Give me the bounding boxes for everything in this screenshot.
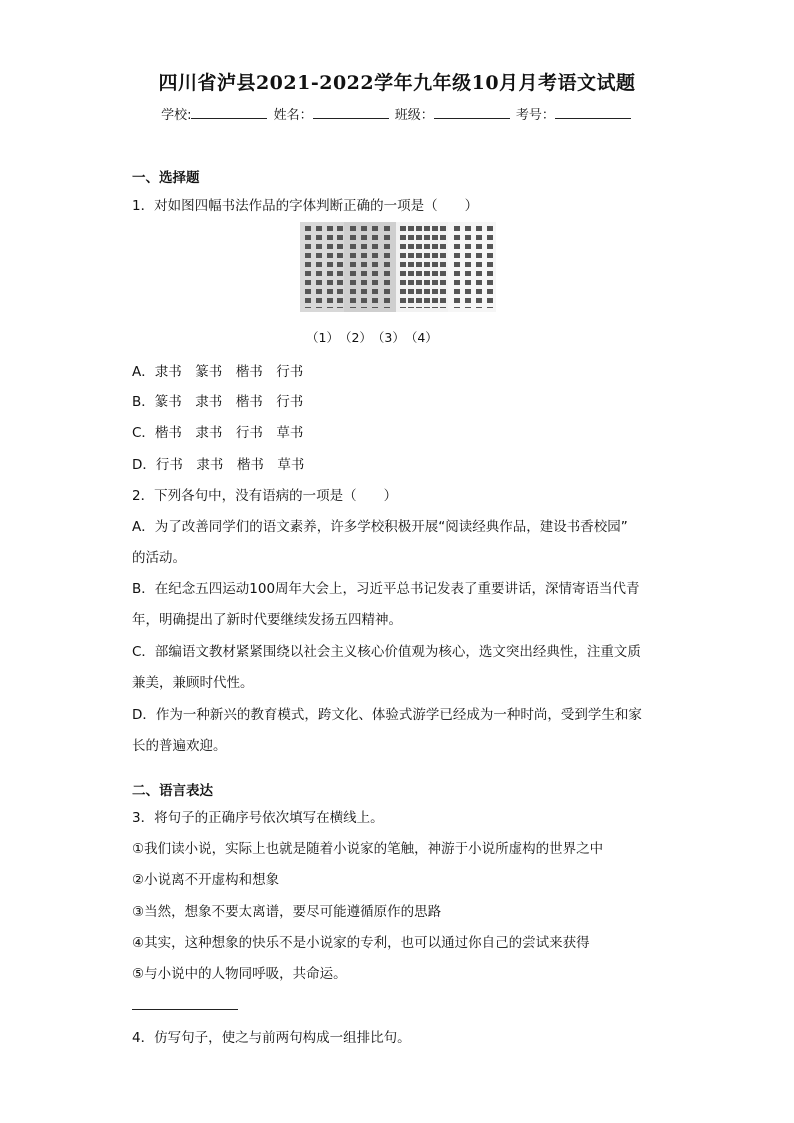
q2-option-b-line1: B．在纪念五四运动100周年大会上，习近平总书记发表了重要讲话，深情寄语当代青	[132, 581, 640, 597]
q2-option-d-line2: 长的普遍欢迎。	[132, 738, 227, 754]
school-label: 学校:	[161, 108, 192, 123]
q3-item-4: ④其实，这种想象的快乐不是小说家的专利，也可以通过你自己的尝试来获得	[132, 935, 590, 951]
q2-option-a-line1: A．为了改善同学们的语文素养，许多学校积极开展“阅读经典作品，建设书香校园”	[132, 519, 628, 535]
calligraphy-image	[300, 222, 496, 312]
class-label: 班级：	[394, 108, 434, 123]
name-blank[interactable]	[313, 106, 389, 119]
number-blank[interactable]	[555, 106, 631, 119]
q1-option-a: A．隶书 篆书 楷书 行书	[132, 364, 304, 380]
name-label: 姓名：	[273, 108, 313, 123]
q2-option-c-line2: 兼美，兼顾时代性。	[132, 675, 254, 691]
exam-title: 四川省泸县2021-2022学年九年级10月月考语文试题	[158, 72, 636, 94]
q3-item-1: ①我们读小说，实际上也就是随着小说家的笔触，神游于小说所虚构的世界之中	[132, 841, 604, 857]
image-captions: （1） （2） （3） （4）	[306, 330, 438, 345]
school-blank[interactable]	[191, 106, 267, 119]
calligraphy-panel-1	[300, 222, 344, 312]
q3-item-3: ③当然，想象不要太离谱，要尽可能遵循原作的思路	[132, 904, 442, 920]
section2-heading: 二、语言表达	[132, 783, 213, 799]
number-label: 考号：	[515, 108, 555, 123]
q2-stem: 2．下列各句中，没有语病的一项是（ ）	[132, 488, 398, 504]
q1-option-d: D．行书 隶书 楷书 草书	[132, 457, 305, 473]
q2-option-c-line1: C．部编语文教材紧紧围绕以社会主义核心价值观为核心，选文突出经典性，注重文质	[132, 644, 641, 660]
q2-option-a-line2: 的活动。	[132, 550, 186, 566]
class-blank[interactable]	[434, 106, 510, 119]
student-info-row	[0, 104, 794, 123]
section1-heading: 一、选择题	[132, 170, 200, 186]
q2-option-b-line2: 年，明确提出了新时代要继续发扬五四精神。	[132, 612, 402, 628]
q1-option-b: B．篆书 隶书 楷书 行书	[132, 394, 304, 410]
q4-stem: 4．仿写句子，使之与前两句构成一组排比句。	[132, 1030, 411, 1046]
q1-stem: 1．对如图四幅书法作品的字体判断正确的一项是（ ）	[132, 198, 479, 214]
q3-stem: 3．将句子的正确序号依次填写在横线上。	[132, 810, 384, 826]
q3-answer-blank[interactable]	[132, 1009, 238, 1010]
calligraphy-panel-3	[396, 222, 448, 312]
q3-item-5: ⑤与小说中的人物同呼吸，共命运。	[132, 966, 347, 982]
q2-option-d-line1: D．作为一种新兴的教育模式，跨文化、体验式游学已经成为一种时尚，受到学生和家	[132, 707, 642, 723]
q1-option-c: C．楷书 隶书 行书 草书	[132, 425, 304, 441]
calligraphy-panel-4	[448, 222, 496, 312]
calligraphy-panel-2	[344, 222, 396, 312]
q3-item-2: ②小说离不开虚构和想象	[132, 872, 280, 888]
